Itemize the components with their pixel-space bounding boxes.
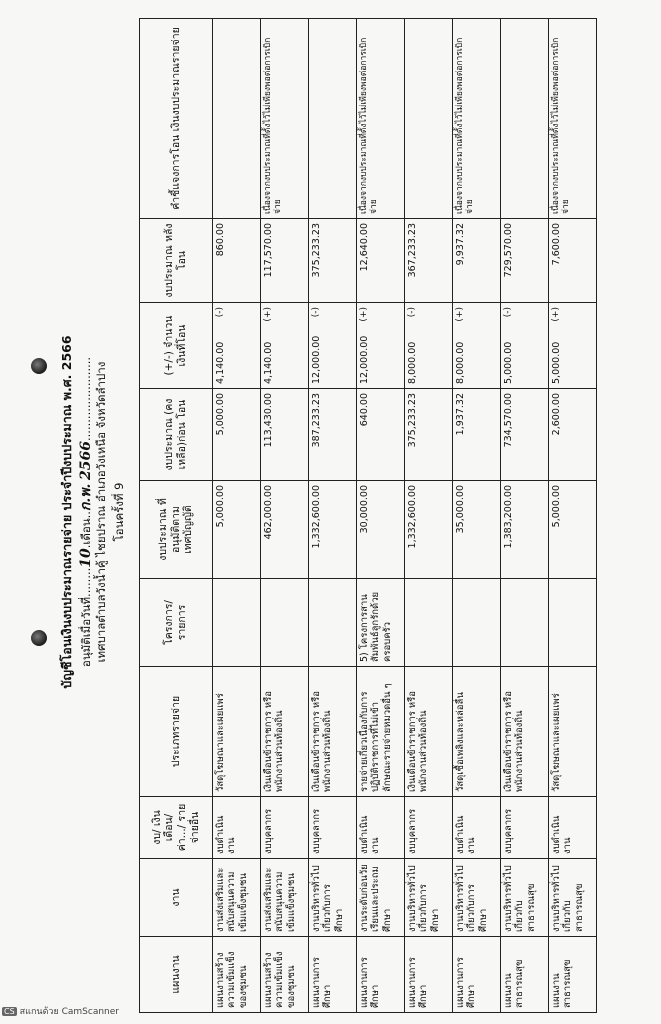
before-cell: 375,233.23 xyxy=(405,389,453,481)
approval-year: 2566 xyxy=(78,441,94,480)
table-row xyxy=(309,19,357,1013)
work-cell: งานบริหารทั่วไปเกี่ยวกับสาธารณสุข xyxy=(549,859,597,937)
type-cell: เงินเดือนข้าราชการ หรือพนักงานส่วนท้องถิ่น xyxy=(309,667,357,797)
budget-cell: งบบุคลากร xyxy=(261,797,309,859)
budget-cell: งบดำเนินงาน xyxy=(453,797,501,859)
type-cell: วัสดุโฆษณาและเผยแพร่ xyxy=(213,667,261,797)
note-cell xyxy=(309,19,357,219)
work-cell: งานบริหารทั่วไปเกี่ยวกับสาธารณสุข xyxy=(501,859,549,937)
note-cell: เนื่องจากงบประมาณที่ตั้งไว้ไม่เพียงพอต่อการเบิกจ่าย xyxy=(261,19,309,219)
col-header: งาน xyxy=(140,859,213,937)
budget-cell: งบดำเนินงาน xyxy=(357,797,405,859)
before-cell: 734,570.00 xyxy=(501,389,549,481)
note-cell: เนื่องจากงบประมาณที่ตั้งไว้ไม่เพียงพอต่อการเบิกจ่าย xyxy=(549,19,597,219)
work-cell: งานระดับก่อนวัยเรียนและประถมศึกษา xyxy=(357,859,405,937)
after-cell: 9,937.32 xyxy=(453,219,501,303)
type-cell: เงินเดือนข้าราชการ หรือพนักงานส่วนท้องถิ่น xyxy=(405,667,453,797)
project-cell xyxy=(405,579,453,667)
table-row xyxy=(261,19,309,1013)
after-cell: 729,570.00 xyxy=(501,219,549,303)
transfer-round: โอนครั้งที่ 9 xyxy=(112,482,126,542)
col-header: คำชี้แจงการโอน เงินงบประมาณรายจ่าย xyxy=(140,19,213,219)
amount-cell: 12,000.00 (+) xyxy=(357,303,405,389)
note-cell xyxy=(213,19,261,219)
project-cell xyxy=(213,579,261,667)
table-row xyxy=(213,19,261,1013)
approved-cell: 5,000.00 xyxy=(213,481,261,579)
project-cell xyxy=(453,579,501,667)
project-cell xyxy=(549,579,597,667)
document-title: บัญชีโอนเงินงบประมาณรายจ่าย ประจำปีงบประมาณ พ.ศ. 2566 xyxy=(59,335,74,689)
note-cell: เนื่องจากงบประมาณที่ตั้งไว้ไม่เพียงพอต่อการเบิกจ่าย xyxy=(357,19,405,219)
col-header: ประเภทรายจ่าย xyxy=(140,667,213,797)
type-cell: เงินเดือนข้าราชการ หรือพนักงานส่วนท้องถิ่น xyxy=(501,667,549,797)
before-cell: 1,937.32 xyxy=(453,389,501,481)
after-cell: 860.00 xyxy=(213,219,261,303)
plan-cell: แผนงานสาธารณสุข xyxy=(501,937,549,1013)
amount-cell: 8,000.00 (+) xyxy=(453,303,501,389)
note-cell xyxy=(501,19,549,219)
approved-cell: 1,383,200.00 xyxy=(501,481,549,579)
table-row xyxy=(549,19,597,1013)
before-cell: 640.00 xyxy=(357,389,405,481)
plan-cell: แผนงานการศึกษา xyxy=(357,937,405,1013)
before-cell: 113,430.00 xyxy=(261,389,309,481)
type-cell: วัสดุโฆษณาและเผยแพร่ xyxy=(549,667,597,797)
plan-cell: แผนงานสร้างความเข้มแข็งของชุมชน xyxy=(213,937,261,1013)
approved-cell: 1,332,600.00 xyxy=(405,481,453,579)
type-cell: รายจ่ายเกี่ยวเนื่องกับการปฏิบัติราชการที่ไม่เข้าลักษณะรายจ่ายหมวดอื่น ๆ xyxy=(357,667,405,797)
amount-cell: 4,140.00 (-) xyxy=(213,303,261,389)
table-row xyxy=(453,19,501,1013)
amount-cell: 5,000.00 (+) xyxy=(549,303,597,389)
transfer-table xyxy=(139,18,597,1013)
work-cell: งานบริหารทั่วไปเกี่ยวกับการศึกษา xyxy=(405,859,453,937)
project-cell xyxy=(501,579,549,667)
after-cell: 367,233.23 xyxy=(405,219,453,303)
amount-cell: 8,000.00 (-) xyxy=(405,303,453,389)
work-cell: งานส่งเสริมและสนับสนุนความเข้มแข็งชุมชน xyxy=(213,859,261,937)
camscanner-logo-icon: CS xyxy=(4,1007,15,1016)
note-cell xyxy=(405,19,453,219)
camscanner-watermark xyxy=(2,1004,119,1018)
budget-cell: งบดำเนินงาน xyxy=(549,797,597,859)
col-header: งบประมาณ (คงเหลือ)ก่อน โอน xyxy=(140,389,213,481)
budget-cell: งบบุคลากร xyxy=(501,797,549,859)
plan-cell: แผนงานการศึกษา xyxy=(405,937,453,1013)
work-cell: งานส่งเสริมและสนับสนุนความเข้มแข็งชุมชน xyxy=(261,859,309,937)
col-header: งบประมาณ หลังโอน xyxy=(140,219,213,303)
project-cell xyxy=(309,579,357,667)
approved-cell: 35,000.00 xyxy=(453,481,501,579)
table-header-row xyxy=(140,19,213,1013)
type-cell: เงินเดือนข้าราชการ หรือพนักงานส่วนท้องถิ่น xyxy=(261,667,309,797)
budget-cell: งบบุคลากร xyxy=(309,797,357,859)
col-header: งบ/ เงินเดือน/ ค่า.../ รายจ่ายอื่น xyxy=(140,797,213,859)
table-row xyxy=(357,19,405,1013)
amount-cell: 5,000.00 (-) xyxy=(501,303,549,389)
amount-cell: 4,140.00 (+) xyxy=(261,303,309,389)
budget-cell: งบบุคลากร xyxy=(405,797,453,859)
approval-day: 10 xyxy=(78,548,94,568)
work-cell: งานบริหารทั่วไปเกี่ยวกับการศึกษา xyxy=(453,859,501,937)
after-cell: 375,233.23 xyxy=(309,219,357,303)
camscanner-text: สแกนด้วย CamScanner xyxy=(19,1007,119,1017)
note-cell: เนื่องจากงบประมาณที่ตั้งไว้ไม่เพียงพอต่อการเบิกจ่าย xyxy=(453,19,501,219)
approved-cell: 5,000.00 xyxy=(549,481,597,579)
after-cell: 7,600.00 xyxy=(549,219,597,303)
table-row xyxy=(405,19,453,1013)
plan-cell: แผนงานการศึกษา xyxy=(453,937,501,1013)
col-header: แผนงาน xyxy=(140,937,213,1013)
project-cell: 5) โครงการสานสัมพันธ์ลูกรักด้วยครอบครัว xyxy=(357,579,405,667)
work-cell: งานบริหารทั่วไปเกี่ยวกับการศึกษา xyxy=(309,859,357,937)
approved-cell: 462,000.00 xyxy=(261,481,309,579)
after-cell: 12,640.00 xyxy=(357,219,405,303)
approval-line: อนุมัติเมื่อวันที่........10.เดือน..ก.พ. 2566....................... xyxy=(78,356,94,668)
amount-cell: 12,000.00 (-) xyxy=(309,303,357,389)
col-header: โครงการ/ รายการ xyxy=(140,579,213,667)
before-cell: 5,000.00 xyxy=(213,389,261,481)
approved-cell: 1,332,600.00 xyxy=(309,481,357,579)
budget-cell: งบดำเนินงาน xyxy=(213,797,261,859)
before-cell: 387,233.23 xyxy=(309,389,357,481)
approved-cell: 30,000.00 xyxy=(357,481,405,579)
plan-cell: แผนงานการศึกษา xyxy=(309,937,357,1013)
before-cell: 2,600.00 xyxy=(549,389,597,481)
plan-cell: แผนงานสาธารณสุข xyxy=(549,937,597,1013)
after-cell: 117,570.00 xyxy=(261,219,309,303)
table-row xyxy=(501,19,549,1013)
plan-cell: แผนงานสร้างความเข้มแข็งของชุมชน xyxy=(261,937,309,1013)
col-header: งบประมาณ ที่อนุมัติตาม เทศบัญญัติ xyxy=(140,481,213,579)
col-header: (+/-) จำนวน เงินที่โอน xyxy=(140,303,213,389)
project-cell xyxy=(261,579,309,667)
organization-line: เทศบาลตำบลวังน้ำคู้ ไชยปราณ อำเภอวังเหนือ จังหวัดลำปาง xyxy=(94,361,108,663)
approval-month: ก.พ. xyxy=(78,483,94,512)
type-cell: วัสดุเชื้อเพลิงและหล่อลื่น xyxy=(453,667,501,797)
